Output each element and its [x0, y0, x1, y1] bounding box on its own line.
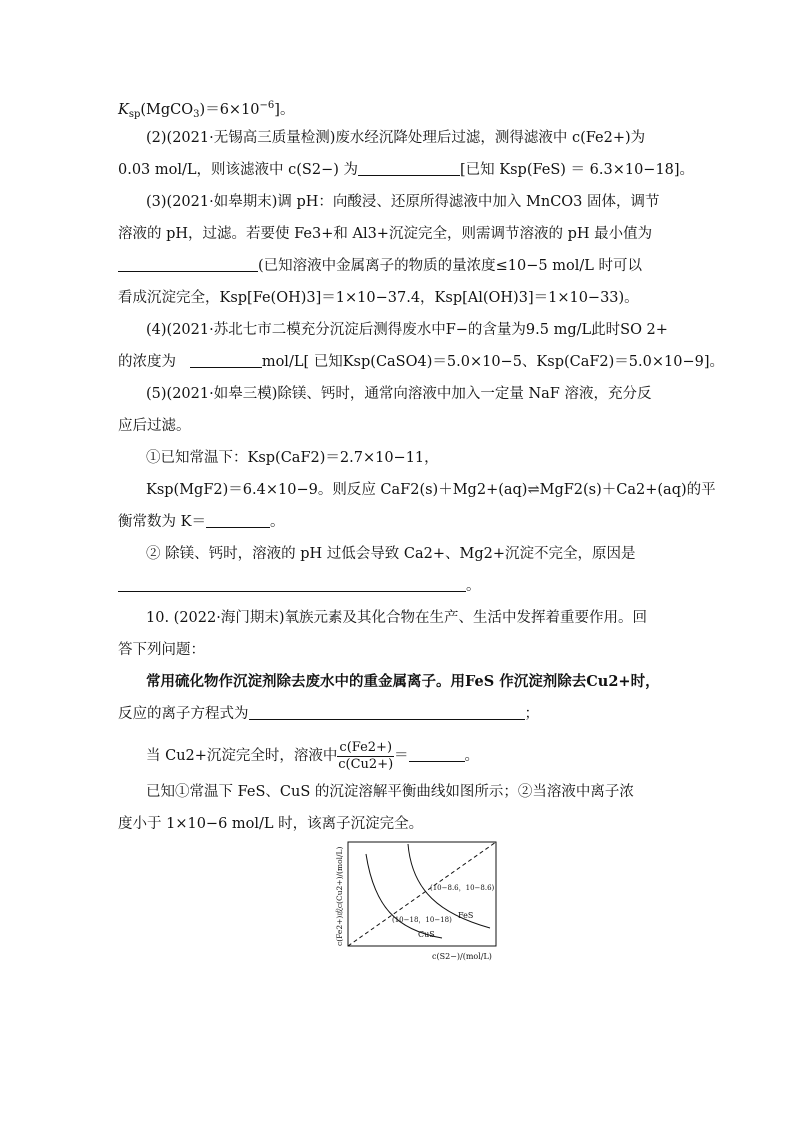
question-4-line-2: 的浓度为 mol/L[ 已知Ksp(CaSO4)＝5.0×10−5、Ksp(CaF2)＝5.0×10−9]。 [118, 354, 725, 370]
question-2-line-1: (2)(2021·无锡高三质量检测)废水经沉降处理后过滤，测得滤液中 c(Fe2+)为 [146, 130, 646, 146]
answer-blank[interactable] [118, 576, 466, 592]
answer-blank[interactable] [190, 352, 262, 368]
question-4-line-1: (4)(2021·苏北七市二模充分沉淀后测得废水中F−的含量为9.5 mg/L此时SO 2+ [146, 322, 668, 338]
x-axis-label: c(S2−)/(mol/L) [432, 952, 492, 961]
question-5-line-3: ①已知常温下：Ksp(CaF2)＝2.7×10−11， [146, 450, 439, 466]
question-10-line-7: 度小于 1×10−6 mol/L 时，该离子沉淀完全。 [118, 816, 424, 832]
question-5-line-6: ② 除镁、钙时，溶液的 pH 过低会导致 Ca2+、Mg2+沉淀不完全，原因是 [146, 546, 636, 562]
question-10-line-4: 反应的离子方程式为 ； [118, 706, 539, 722]
question-10-line-1: 10. (2022·海门期末)氧族元素及其化合物在生产、生活中发挥着重要作用。回 [146, 610, 647, 626]
question-5-line-5: 衡常数为 K＝ 。 [118, 514, 285, 530]
answer-blank[interactable] [409, 746, 465, 762]
question-10-line-5: 当 Cu2+沉淀完全时，溶液中 $\frac{c(Fe2+)}{c(Cu2+)}$ ＝ 。 [146, 739, 480, 772]
answer-blank[interactable] [358, 160, 460, 176]
question-5-line-7: 。 [118, 576, 678, 596]
question-2-line-2: 0.03 mol/L，则该滤液中 c(S2−) 为 [已知 Ksp(FeS) ＝ 6.3×10−18]。 [118, 162, 695, 178]
text-line: $K_{sp}(MgCO_3)=6\times 10^{-6}$]。 [118, 100, 295, 120]
answer-blank[interactable] [118, 256, 258, 272]
solubility-curve-figure [330, 836, 500, 966]
concentration-fraction: $\frac{c(Fe2+)}{c(Cu2+)}$ [338, 739, 394, 772]
cus-point-label: (10−18，10−18) [392, 916, 452, 924]
fes-point-label: (10−8.6，10−8.6) [430, 884, 495, 892]
cus-curve-label: CuS [418, 930, 435, 939]
question-3-line-1: (3)(2021·如皋期末)调 pH：向酸浸、还原所得滤液中加入 MnCO3 固体，调节 [146, 194, 660, 210]
question-5-line-1: (5)(2021·如皋三模)除镁、钙时，通常向溶液中加入一定量 NaF 溶液，充分反 [146, 386, 652, 402]
y-axis-label: c(Fe2+)或c(Cu2+)/(mol/L) [335, 846, 344, 946]
question-3-line-2: 溶液的 pH，过滤。若要使 Fe3+和 Al3+沉淀完全，则需调节溶液的 pH 最小值为 [118, 226, 653, 242]
question-10-line-2: 答下列问题： [118, 642, 205, 658]
question-10-line-6: 已知①常温下 FeS、CuS 的沉淀溶解平衡曲线如图所示；②当溶液中离子浓 [146, 784, 634, 800]
question-3-line-4: 看成沉淀完全，Ksp[Fe(OH)3]＝1×10−37.4，Ksp[Al(OH)3]＝1×10−33)。 [118, 290, 639, 306]
answer-blank[interactable] [249, 704, 525, 720]
fes-curve-label: FeS [458, 911, 474, 920]
question-10-line-3: 常用硫化物作沉淀剂除去废水中的重金属离子。用FeS 作沉淀剂除去Cu2+时， [146, 673, 660, 690]
answer-blank[interactable] [206, 512, 270, 528]
question-5-line-4: Ksp(MgF2)＝6.4×10−9。则反应 CaF2(s)＋Mg2+(aq)⇌MgF2(s)＋Ca2+(aq)的平 [146, 482, 716, 498]
question-3-line-3: (已知溶液中金属离子的物质的量浓度≤10−5 mol/L 时可以 [118, 256, 678, 276]
question-5-line-2: 应后过滤。 [118, 418, 191, 434]
